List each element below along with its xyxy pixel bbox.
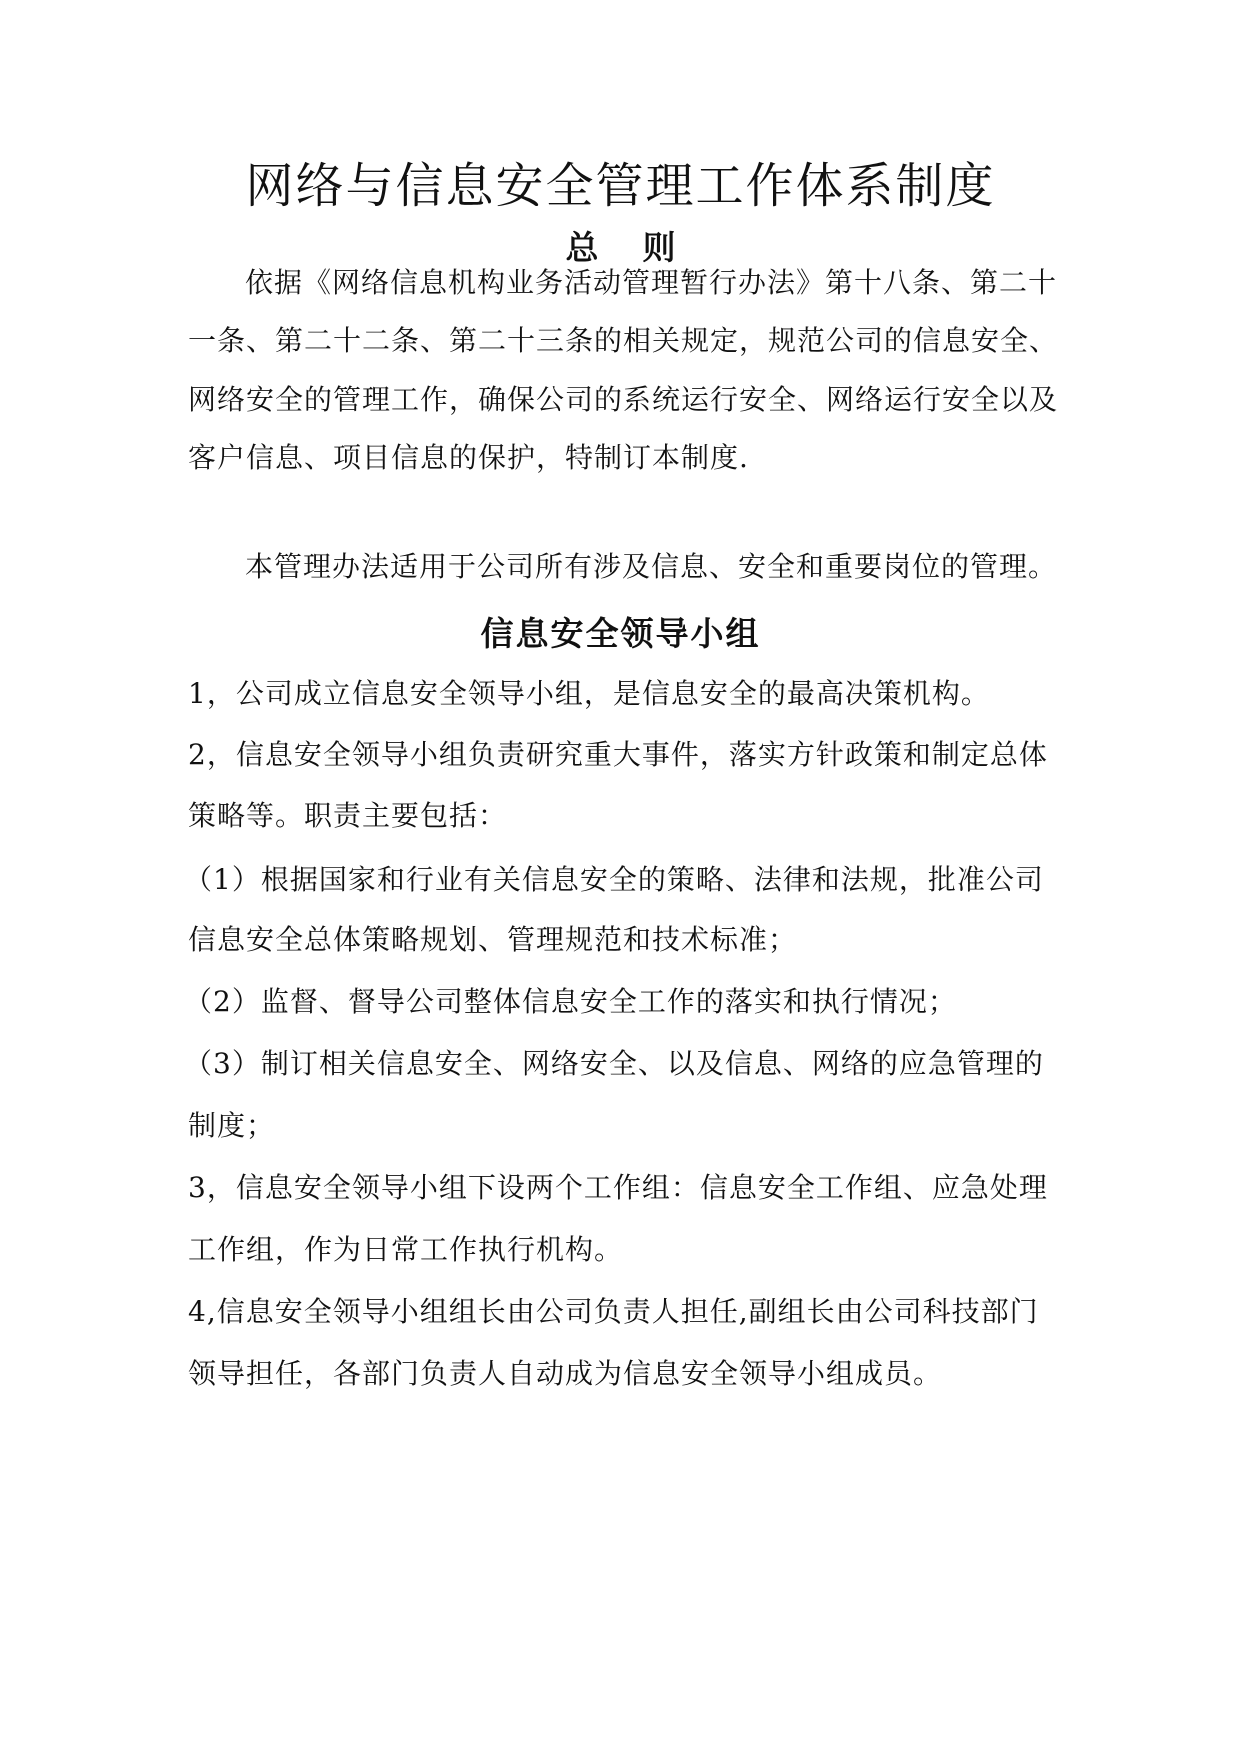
heading-char: 总 — [565, 228, 599, 267]
section-heading-general — [0, 228, 1241, 268]
list-item: （2）监督、督导公司整体信息安全工作的落实和执行情况； — [184, 985, 957, 1018]
list-item: 制度； — [188, 1109, 276, 1142]
heading-char: 则 — [642, 228, 676, 267]
paragraph-line: 一条、第二十二条、第二十三条的相关规定，规范公司的信息安全、 — [188, 324, 1059, 357]
document-title: 网络与信息安全管理工作体系制度 — [245, 158, 996, 214]
list-item: 2，信息安全领导小组负责研究重大事件，落实方针政策和制定总体 — [188, 738, 1048, 771]
paragraph-line: 依据《网络信息机构业务活动管理暂行办法》第十八条、第二十 — [245, 266, 1058, 299]
section-heading-leadership: 信息安全领导小组 — [480, 614, 761, 653]
list-item: 工作组，作为日常工作执行机构。 — [188, 1233, 624, 1266]
paragraph-scope: 本管理办法适用于公司所有涉及信息、安全和重要岗位的管理。 — [245, 550, 1058, 583]
list-item: （1）根据国家和行业有关信息安全的策略、法律和法规，批准公司 — [184, 863, 1044, 896]
list-item: 策略等。职责主要包括： — [188, 799, 508, 832]
list-item: 领导担任，各部门负责人自动成为信息安全领导小组成员。 — [188, 1357, 943, 1390]
list-item: 3，信息安全领导小组下设两个工作组：信息安全工作组、应急处理 — [188, 1171, 1048, 1204]
list-item: （3）制订相关信息安全、网络安全、以及信息、网络的应急管理的 — [184, 1047, 1044, 1080]
list-item: 4,信息安全领导小组组长由公司负责人担任,副组长由公司科技部门 — [188, 1295, 1039, 1328]
list-item: 信息安全总体策略规划、管理规范和技术标准； — [188, 923, 798, 956]
paragraph-line: 客户信息、项目信息的保护，特制订本制度. — [188, 441, 749, 474]
paragraph-line: 网络安全的管理工作，确保公司的系统运行安全、网络运行安全以及 — [188, 383, 1059, 416]
list-item: 1，公司成立信息安全领导小组，是信息安全的最高决策机构。 — [188, 677, 990, 710]
